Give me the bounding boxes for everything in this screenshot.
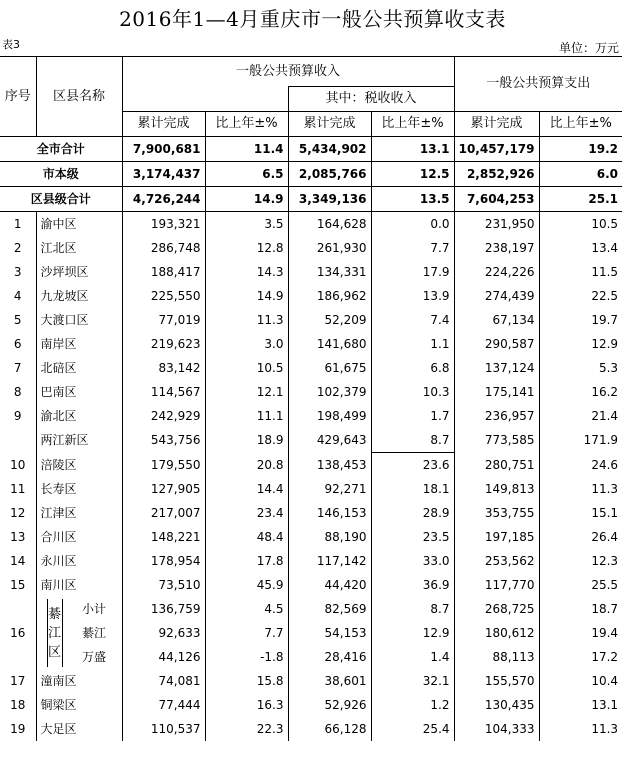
row-number: [0, 428, 36, 453]
revenue-cumulative: 178,954: [122, 549, 205, 573]
page-title: 2016年1—4月重庆市一般公共预算收支表: [119, 7, 506, 31]
row-number: 3: [0, 260, 36, 284]
expenditure-cumulative: 224,226: [454, 260, 539, 284]
expenditure-cumulative: 104,333: [454, 717, 539, 741]
tax-cumulative: 44,420: [288, 573, 371, 597]
revenue-cumulative: 83,142: [122, 356, 205, 380]
header-exp-yoy: 比上年±%: [539, 112, 622, 137]
revenue-cumulative: 179,550: [122, 453, 205, 478]
expenditure-yoy: 11.5: [591, 265, 619, 279]
tax-cumulative: 102,379: [288, 380, 371, 404]
expenditure-yoy: 18.7: [591, 602, 619, 616]
revenue-yoy: 11.3: [205, 308, 288, 332]
region-name: 大足区: [36, 717, 122, 741]
tax-yoy: 7.7: [371, 236, 454, 260]
expenditure-cumulative: 117,770: [454, 573, 539, 597]
revenue-cumulative: 77,444: [122, 693, 205, 717]
table-row: [0, 260, 622, 284]
expenditure-cumulative: 175,141: [454, 380, 539, 404]
revenue-cumulative: 543,756: [122, 428, 205, 453]
revenue-cumulative: 225,550: [122, 284, 205, 308]
header-seq: 序号: [0, 57, 36, 137]
summary-name: 区县级合计: [0, 187, 122, 212]
region-name: 南岸区: [36, 332, 122, 356]
tax-yoy: 10.3: [371, 380, 454, 404]
revenue-cumulative: 44,126: [122, 645, 205, 669]
header-expenditure-group: 一般公共预算支出: [454, 57, 622, 112]
region-name: 长寿区: [36, 477, 122, 501]
table-row: [0, 525, 622, 549]
qijiang-group: [37, 597, 122, 669]
expenditure-yoy: 17.2: [591, 650, 619, 664]
expenditure-cumulative: 7,604,253: [454, 187, 539, 212]
expenditure-yoy: 171.9: [583, 433, 619, 448]
row-number: 19: [0, 717, 36, 741]
revenue-yoy: 14.4: [205, 477, 288, 501]
header-region: 区县名称: [36, 57, 122, 137]
region-name: 合川区: [36, 525, 122, 549]
row-number: 6: [0, 332, 36, 356]
summary-name: 市本级: [0, 162, 122, 187]
row-number: 2: [0, 236, 36, 260]
revenue-yoy: 16.3: [205, 693, 288, 717]
tax-cumulative: 134,331: [288, 260, 371, 284]
qijiang-group-cell: [36, 597, 122, 669]
revenue-cumulative: 148,221: [122, 525, 205, 549]
expenditure-cumulative: 268,725: [454, 597, 539, 621]
tax-yoy: 28.9: [371, 501, 454, 525]
region-name: 铜梁区: [36, 693, 122, 717]
qijiang-subrow: [0, 597, 622, 621]
revenue-cumulative: 219,623: [122, 332, 205, 356]
tax-cumulative: 2,085,766: [288, 162, 371, 187]
table-number: 表3: [2, 38, 20, 51]
revenue-cumulative: 217,007: [122, 501, 205, 525]
region-name: 渝北区: [36, 404, 122, 428]
table-row: [0, 428, 622, 453]
region-name: 江津区: [36, 501, 122, 525]
expenditure-yoy: 26.4: [591, 530, 619, 544]
expenditure-cumulative: 67,134: [454, 308, 539, 332]
region-name: 沙坪坝区: [36, 260, 122, 284]
header-row-1: [0, 57, 622, 87]
row-number: 9: [0, 404, 36, 428]
expenditure-yoy: 25.1: [539, 187, 622, 212]
expenditure-cumulative: 130,435: [454, 693, 539, 717]
revenue-yoy: 14.9: [205, 284, 288, 308]
table-row: [0, 284, 622, 308]
revenue-yoy: 11.4: [205, 137, 288, 162]
revenue-yoy: 14.9: [205, 187, 288, 212]
table-row: [0, 549, 622, 573]
expenditure-yoy: 13.1: [591, 698, 619, 712]
tax-cumulative: 28,416: [288, 645, 371, 669]
expenditure-cumulative: 274,439: [454, 284, 539, 308]
revenue-yoy: 17.8: [205, 549, 288, 573]
expenditure-yoy: 15.1: [591, 506, 619, 520]
table-row: [0, 404, 622, 428]
expenditure-cumulative: 773,585: [454, 428, 539, 453]
expenditure-yoy: 19.7: [591, 313, 619, 327]
expenditure-cumulative: 197,185: [454, 525, 539, 549]
tax-cumulative: 38,601: [288, 669, 371, 693]
row-number: 18: [0, 693, 36, 717]
tax-cumulative: 117,142: [288, 549, 371, 573]
expenditure-yoy: 5.3: [598, 361, 619, 375]
revenue-yoy: 20.8: [205, 453, 288, 478]
revenue-cumulative: 77,019: [122, 308, 205, 332]
qijiang-sub-label: 綦江: [81, 626, 106, 640]
table-row: [0, 477, 622, 501]
expenditure-yoy: 6.0: [539, 162, 622, 187]
tax-yoy: 17.9: [371, 260, 454, 284]
summary-row: [0, 162, 622, 187]
tax-yoy: 12.9: [371, 621, 454, 645]
revenue-cumulative: 136,759: [122, 597, 205, 621]
region-name: 巴南区: [36, 380, 122, 404]
revenue-yoy: 10.5: [205, 356, 288, 380]
table-row: [0, 356, 622, 380]
tax-cumulative: 82,569: [288, 597, 371, 621]
revenue-cumulative: 74,081: [122, 669, 205, 693]
revenue-cumulative: 3,174,437: [122, 162, 205, 187]
tax-cumulative: 138,453: [288, 453, 371, 478]
row-number: 8: [0, 380, 36, 404]
tax-cumulative: 92,271: [288, 477, 371, 501]
row-number: 11: [0, 477, 36, 501]
tax-cumulative: 164,628: [288, 212, 371, 237]
row-number: 7: [0, 356, 36, 380]
tax-yoy: 12.5: [371, 162, 454, 187]
header-rev-yoy: 比上年±%: [205, 112, 288, 137]
summary-row: [0, 137, 622, 162]
tax-cumulative: 66,128: [288, 717, 371, 741]
header-revenue-spacer: [122, 87, 288, 112]
expenditure-yoy: 12.9: [591, 337, 619, 351]
expenditure-cumulative: 238,197: [454, 236, 539, 260]
table-row: [0, 380, 622, 404]
expenditure-cumulative: 253,562: [454, 549, 539, 573]
expenditure-yoy: 13.4: [591, 241, 619, 255]
summary-row: [0, 187, 622, 212]
tax-yoy: 6.8: [371, 356, 454, 380]
expenditure-cumulative: 137,124: [454, 356, 539, 380]
tax-yoy: 8.7: [371, 597, 454, 621]
expenditure-yoy: 11.3: [591, 482, 619, 496]
expenditure-yoy: 19.2: [539, 137, 622, 162]
tax-yoy: 13.5: [371, 187, 454, 212]
revenue-yoy: 12.8: [205, 236, 288, 260]
tax-yoy: 7.4: [371, 308, 454, 332]
row-number: 4: [0, 284, 36, 308]
tax-cumulative: 52,926: [288, 693, 371, 717]
table-row: [0, 717, 622, 741]
expenditure-yoy: 19.4: [591, 626, 619, 640]
row-number: 13: [0, 525, 36, 549]
region-name: 北碚区: [36, 356, 122, 380]
expenditure-cumulative: 236,957: [454, 404, 539, 428]
revenue-yoy: 4.5: [205, 597, 288, 621]
tax-cumulative: 54,153: [288, 621, 371, 645]
header-exp-cumulative: 累计完成: [454, 112, 539, 137]
region-name: 涪陵区: [36, 453, 122, 478]
summary-name: 全市合计: [0, 137, 122, 162]
tax-cumulative: 261,930: [288, 236, 371, 260]
budget-table: [0, 56, 622, 741]
revenue-yoy: 12.1: [205, 380, 288, 404]
expenditure-cumulative: 231,950: [454, 212, 539, 237]
table-row: [0, 212, 622, 237]
revenue-yoy: 11.1: [205, 404, 288, 428]
table-body: [0, 57, 622, 742]
region-name: 南川区: [36, 573, 122, 597]
expenditure-cumulative: 280,751: [454, 453, 539, 478]
revenue-yoy: 3.0: [205, 332, 288, 356]
revenue-cumulative: 242,929: [122, 404, 205, 428]
tax-yoy: 23.6: [371, 453, 454, 478]
region-name: 潼南区: [36, 669, 122, 693]
expenditure-cumulative: 155,570: [454, 669, 539, 693]
qijiang-sub-label: 万盛: [81, 650, 106, 664]
tax-yoy: 8.7: [371, 428, 454, 453]
expenditure-cumulative: 180,612: [454, 621, 539, 645]
tax-cumulative: 88,190: [288, 525, 371, 549]
tax-yoy: 1.7: [371, 404, 454, 428]
region-name: 大渡口区: [36, 308, 122, 332]
qijiang-sub-labels: [67, 597, 122, 669]
region-name: 九龙坡区: [36, 284, 122, 308]
expenditure-yoy: 21.4: [591, 409, 619, 423]
revenue-cumulative: 188,417: [122, 260, 205, 284]
revenue-cumulative: 114,567: [122, 380, 205, 404]
tax-yoy: 13.1: [371, 137, 454, 162]
tax-cumulative: 5,434,902: [288, 137, 371, 162]
expenditure-cumulative: 353,755: [454, 501, 539, 525]
row-number: 17: [0, 669, 36, 693]
revenue-yoy: 23.4: [205, 501, 288, 525]
row-number: 5: [0, 308, 36, 332]
expenditure-yoy: 24.6: [591, 457, 619, 472]
revenue-yoy: 6.5: [205, 162, 288, 187]
tax-yoy: 36.9: [371, 573, 454, 597]
table-row: [0, 332, 622, 356]
expenditure-cumulative: 10,457,179: [454, 137, 539, 162]
tax-cumulative: 141,680: [288, 332, 371, 356]
table-row: [0, 573, 622, 597]
revenue-cumulative: 110,537: [122, 717, 205, 741]
revenue-cumulative: 193,321: [122, 212, 205, 237]
tax-yoy: 18.1: [371, 477, 454, 501]
tax-cumulative: 186,962: [288, 284, 371, 308]
revenue-cumulative: 7,900,681: [122, 137, 205, 162]
table-row: [0, 669, 622, 693]
row-number: 1: [0, 212, 36, 237]
revenue-yoy: 7.7: [205, 621, 288, 645]
expenditure-cumulative: 2,852,926: [454, 162, 539, 187]
tax-yoy: 13.9: [371, 284, 454, 308]
revenue-yoy: 3.5: [205, 212, 288, 237]
tax-yoy: 1.1: [371, 332, 454, 356]
row-number: 12: [0, 501, 36, 525]
table-row: [0, 308, 622, 332]
revenue-cumulative: 286,748: [122, 236, 205, 260]
expenditure-yoy: 10.5: [591, 217, 619, 231]
tax-yoy: 0.0: [371, 212, 454, 237]
header-revenue-group: 一般公共预算收入: [122, 57, 454, 87]
revenue-yoy: 45.9: [205, 573, 288, 597]
revenue-yoy: 14.3: [205, 260, 288, 284]
tax-yoy: 1.4: [371, 645, 454, 669]
expenditure-yoy: 16.2: [591, 385, 619, 399]
revenue-yoy: -1.8: [205, 645, 288, 669]
region-name: 永川区: [36, 549, 122, 573]
tax-cumulative: 52,209: [288, 308, 371, 332]
table-row: [0, 453, 622, 478]
expenditure-yoy: 25.5: [591, 578, 619, 592]
tax-yoy: 23.5: [371, 525, 454, 549]
row-number: 15: [0, 573, 36, 597]
row-number: 10: [0, 453, 36, 478]
expenditure-yoy: 10.4: [591, 674, 619, 688]
tax-yoy: 32.1: [371, 669, 454, 693]
qijiang-name: 綦江区: [47, 599, 63, 667]
row-number: 16: [0, 597, 36, 669]
region-name: 渝中区: [36, 212, 122, 237]
tax-cumulative: 3,349,136: [288, 187, 371, 212]
table-row: [0, 236, 622, 260]
tax-yoy: 1.2: [371, 693, 454, 717]
tax-cumulative: 146,153: [288, 501, 371, 525]
table-row: [0, 693, 622, 717]
revenue-cumulative: 4,726,244: [122, 187, 205, 212]
revenue-cumulative: 92,633: [122, 621, 205, 645]
expenditure-yoy: 11.3: [591, 722, 619, 736]
expenditure-cumulative: 290,587: [454, 332, 539, 356]
revenue-yoy: 18.9: [205, 428, 288, 453]
revenue-yoy: 48.4: [205, 525, 288, 549]
tax-cumulative: 61,675: [288, 356, 371, 380]
unit-label: 单位：万元: [558, 41, 619, 55]
header-tax-cumulative: 累计完成: [288, 112, 371, 137]
revenue-yoy: 22.3: [205, 717, 288, 741]
revenue-cumulative: 73,510: [122, 573, 205, 597]
table-row: [0, 501, 622, 525]
tax-yoy: 33.0: [371, 549, 454, 573]
tax-cumulative: 198,499: [288, 404, 371, 428]
expenditure-yoy: 12.3: [591, 554, 619, 568]
region-name: 两江新区: [36, 428, 122, 453]
header-rev-cumulative: 累计完成: [122, 112, 205, 137]
expenditure-cumulative: 149,813: [454, 477, 539, 501]
expenditure-yoy: 22.5: [591, 289, 619, 303]
tax-yoy: 25.4: [371, 717, 454, 741]
row-number: 14: [0, 549, 36, 573]
revenue-cumulative: 127,905: [122, 477, 205, 501]
header-tax-group: 其中：税收收入: [288, 87, 454, 112]
revenue-yoy: 15.8: [205, 669, 288, 693]
region-name: 江北区: [36, 236, 122, 260]
expenditure-cumulative: 88,113: [454, 645, 539, 669]
header-tax-yoy: 比上年±%: [371, 112, 454, 137]
tax-cumulative: 429,643: [288, 428, 371, 453]
qijiang-sub-label: 小计: [81, 602, 106, 616]
